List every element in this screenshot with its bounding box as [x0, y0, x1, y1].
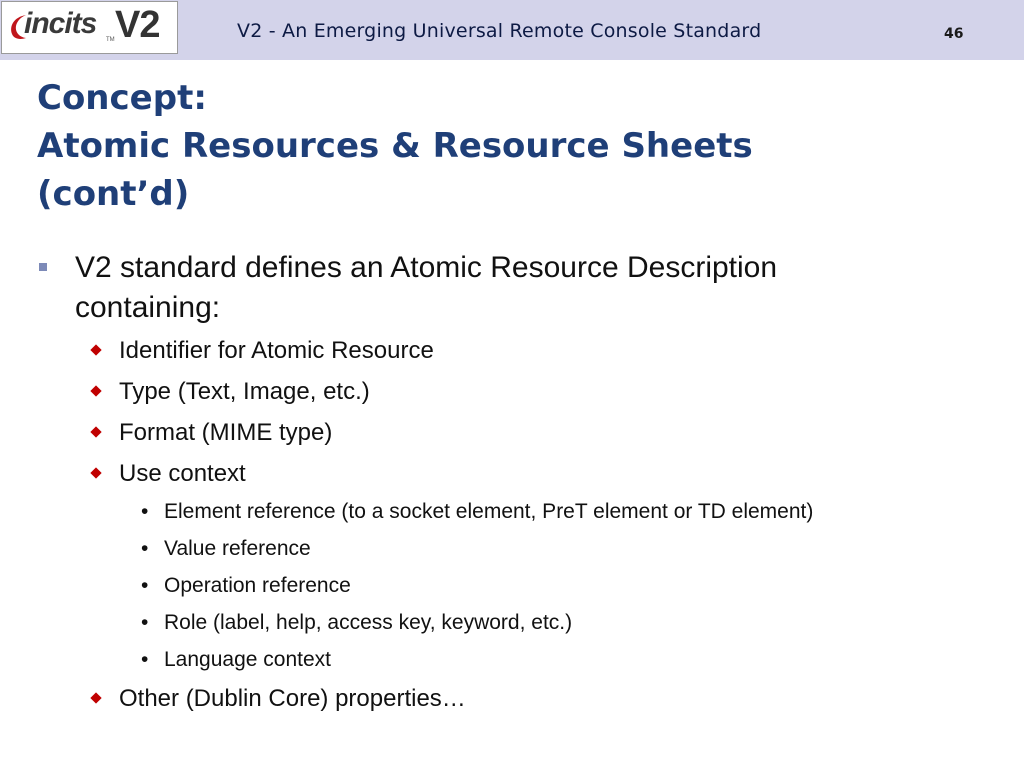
list-item-operation-reference: Operation reference	[164, 574, 351, 597]
list-item-format: Format (MIME type)	[119, 419, 333, 446]
main-bullet-line-1: V2 standard defines an Atomic Resource Description	[75, 251, 778, 284]
diamond-bullet-icon	[90, 344, 101, 355]
slide-title	[37, 74, 997, 218]
list-item-other-properties: Other (Dublin Core) properties…	[119, 685, 466, 712]
title-line-1: Concept:	[37, 78, 207, 118]
list-item-identifier: Identifier for Atomic Resource	[119, 337, 434, 364]
diamond-bullet-icon	[90, 692, 101, 703]
header-title: V2 - An Emerging Universal Remote Console Standard	[237, 20, 762, 42]
dot-bullet-icon: •	[141, 611, 149, 634]
dot-bullet-icon: •	[141, 537, 149, 560]
dot-bullet-icon: •	[141, 648, 149, 671]
diamond-bullet-icon	[90, 385, 101, 396]
list-item-language-context: Language context	[164, 648, 331, 671]
incits-v2-logo	[1, 1, 178, 54]
logo-v2-text: V2	[115, 4, 160, 46]
dot-bullet-icon: •	[141, 500, 149, 523]
title-line-2: Atomic Resources & Resource Sheets	[37, 126, 753, 166]
dot-bullet-icon: •	[141, 574, 149, 597]
list-item-element-reference: Element reference (to a socket element, PreT element or TD element)	[164, 500, 814, 523]
slide-number: 46	[944, 26, 964, 42]
main-bullet-line-2: containing:	[75, 291, 221, 324]
list-item-type: Type (Text, Image, etc.)	[119, 378, 370, 405]
list-item-value-reference: Value reference	[164, 537, 311, 560]
diamond-bullet-icon	[90, 426, 101, 437]
list-item-use-context: Use context	[119, 460, 246, 487]
logo-trademark: TM	[106, 37, 115, 43]
square-bullet-icon	[39, 263, 47, 271]
title-line-3: (cont’d)	[37, 174, 190, 214]
diamond-bullet-icon	[90, 467, 101, 478]
list-item-role: Role (label, help, access key, keyword, etc.)	[164, 611, 573, 634]
header-band	[0, 0, 1024, 60]
logo-incits-text: incits	[24, 7, 97, 40]
